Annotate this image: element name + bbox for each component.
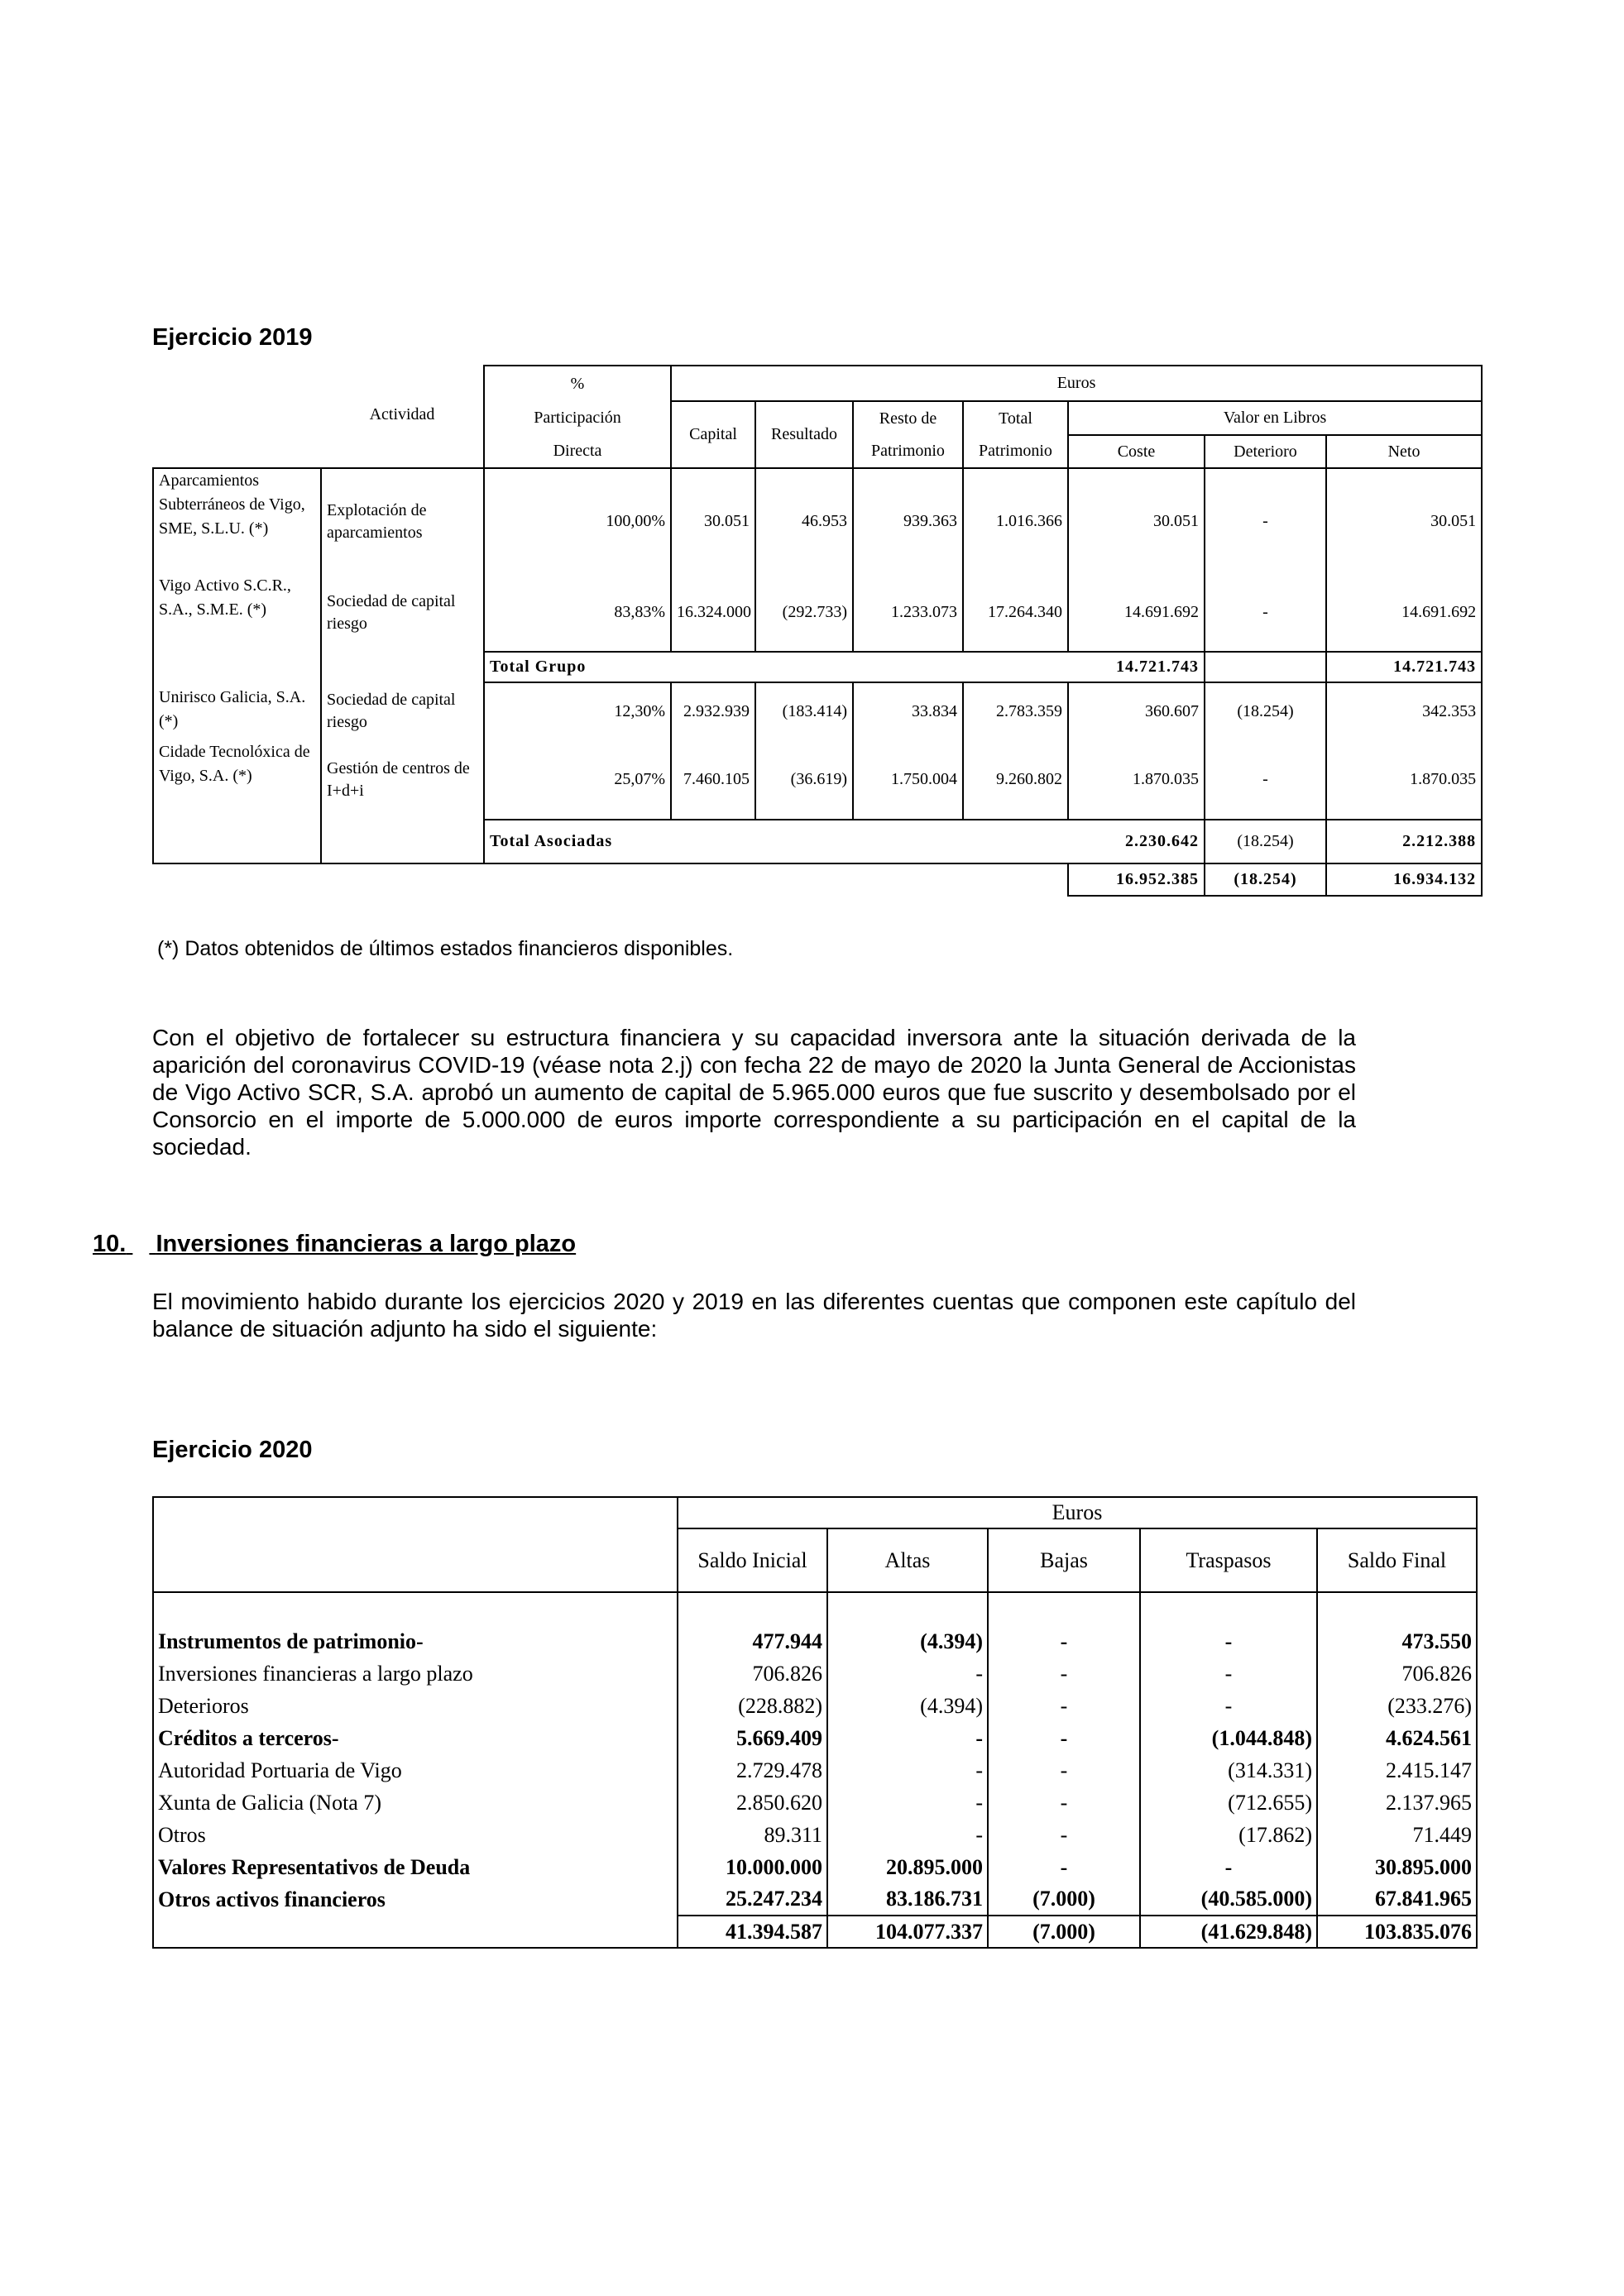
total-value: 104.077.337 xyxy=(827,1916,988,1948)
euros-header: Euros xyxy=(678,1497,1477,1528)
cell-value: - xyxy=(988,1690,1140,1722)
participations-table-2019 xyxy=(152,365,1483,897)
cell-value: 67.841.965 xyxy=(1317,1883,1477,1916)
cell-value: 4.624.561 xyxy=(1317,1722,1477,1754)
cell-value: - xyxy=(988,1851,1140,1883)
cell-value: - xyxy=(827,1754,988,1787)
row-label: Instrumentos de patrimonio- xyxy=(153,1625,678,1657)
cell-value: 20.895.000 xyxy=(827,1851,988,1883)
total-value: 9.260.802 xyxy=(963,740,1068,820)
total-grupo-coste: 14.721.743 xyxy=(1068,652,1205,682)
valor-libros-header: Valor en Libros xyxy=(1068,401,1482,435)
pct-header: % xyxy=(484,366,671,401)
cell-value: - xyxy=(988,1657,1140,1690)
row-label: Otros xyxy=(153,1819,678,1851)
section-10-heading xyxy=(93,1231,576,1258)
total-grupo-label: Total Grupo xyxy=(484,652,1068,682)
table-row xyxy=(153,1754,1477,1787)
table-row xyxy=(153,1625,1477,1657)
row-label: Deterioros xyxy=(153,1690,678,1722)
resultado-value: (183.414) xyxy=(755,682,853,740)
table-row xyxy=(153,1722,1477,1754)
cell-value: (712.655) xyxy=(1140,1787,1317,1819)
cell-value: (4.394) xyxy=(827,1690,988,1722)
column-header: Traspasos xyxy=(1140,1528,1317,1592)
paragraph-movement-intro: El movimiento habido durante los ejercicios 2020 y 2019 en las diferentes cuentas que componen este capítulo del balance de situación adjunto ha sido el siguiente: xyxy=(152,1289,1356,1342)
column-header: Saldo Inicial xyxy=(678,1528,827,1592)
column-header: Bajas xyxy=(988,1528,1140,1592)
total-value: 41.394.587 xyxy=(678,1916,827,1948)
total-value: (7.000) xyxy=(988,1916,1140,1948)
cell-value: (4.394) xyxy=(827,1625,988,1657)
total-value: (41.629.848) xyxy=(1140,1916,1317,1948)
resultado-value: 46.953 xyxy=(755,468,853,574)
activity-name: Explotación de aparcamientos xyxy=(321,468,484,574)
resto-value: 1.233.073 xyxy=(853,574,963,652)
neto-header: Neto xyxy=(1326,435,1482,468)
cell-value: 473.550 xyxy=(1317,1625,1477,1657)
neto-value: 30.051 xyxy=(1326,468,1482,574)
resultado-header: Resultado xyxy=(755,401,853,468)
company-name: Unirisco Galicia, S.A.(*) xyxy=(153,682,321,740)
row-label: Créditos a terceros- xyxy=(153,1722,678,1754)
total-grupo-neto: 14.721.743 xyxy=(1326,652,1482,682)
row-label: Xunta de Galicia (Nota 7) xyxy=(153,1787,678,1819)
deterioro-value: (18.254) xyxy=(1205,682,1326,740)
grand-total-deterioro: (18.254) xyxy=(1205,863,1326,896)
activity-name: Gestión de centros de I+d+i xyxy=(321,740,484,820)
coste-value: 1.870.035 xyxy=(1068,740,1205,820)
cell-value: - xyxy=(988,1722,1140,1754)
cell-value: 2.850.620 xyxy=(678,1787,827,1819)
participacion-header: Participación xyxy=(484,401,671,435)
cell-value: 706.826 xyxy=(1317,1657,1477,1690)
total-row xyxy=(153,1916,1477,1948)
cell-value: - xyxy=(1140,1851,1317,1883)
cell-value: 83.186.731 xyxy=(827,1883,988,1916)
resto-value: 1.750.004 xyxy=(853,740,963,820)
resultado-value: (292.733) xyxy=(755,574,853,652)
total-asociadas-deterioro: (18.254) xyxy=(1205,820,1326,863)
activity-name: Sociedad de capital riesgo xyxy=(321,574,484,652)
resultado-value: (36.619) xyxy=(755,740,853,820)
cell-value: 10.000.000 xyxy=(678,1851,827,1883)
section-number: 10. xyxy=(93,1231,127,1257)
cell-value: - xyxy=(988,1819,1140,1851)
deterioro-value: - xyxy=(1205,740,1326,820)
deterioro-header: Deterioro xyxy=(1205,435,1326,468)
capital-value: 7.460.105 xyxy=(671,740,755,820)
total-value: 1.016.366 xyxy=(963,468,1068,574)
cell-value: - xyxy=(1140,1625,1317,1657)
footnote: (*) Datos obtenidos de últimos estados financieros disponibles. xyxy=(157,937,734,960)
table-row xyxy=(153,1657,1477,1690)
section-2019-title: Ejercicio 2019 xyxy=(152,324,313,351)
row-label: Autoridad Portuaria de Vigo xyxy=(153,1754,678,1787)
table-row xyxy=(153,1787,1477,1819)
cell-value: 2.415.147 xyxy=(1317,1754,1477,1787)
capital-value: 2.932.939 xyxy=(671,682,755,740)
total-asociadas-label: Total Asociadas xyxy=(484,820,1068,863)
pct-value: 12,30% xyxy=(484,682,671,740)
neto-value: 342.353 xyxy=(1326,682,1482,740)
grand-total-coste: 16.952.385 xyxy=(1068,863,1205,896)
total-value: 17.264.340 xyxy=(963,574,1068,652)
grand-total-neto: 16.934.132 xyxy=(1326,863,1482,896)
total-asociadas-coste: 2.230.642 xyxy=(1068,820,1205,863)
neto-value: 1.870.035 xyxy=(1326,740,1482,820)
cell-value: - xyxy=(827,1657,988,1690)
cell-value: 71.449 xyxy=(1317,1819,1477,1851)
cell-value: 477.944 xyxy=(678,1625,827,1657)
capital-value: 30.051 xyxy=(671,468,755,574)
column-header: Saldo Final xyxy=(1317,1528,1477,1592)
section-title: Inversiones financieras a largo plazo xyxy=(156,1231,577,1257)
cell-value: (40.585.000) xyxy=(1140,1883,1317,1916)
cell-value: - xyxy=(827,1722,988,1754)
pct-value: 100,00% xyxy=(484,468,671,574)
actividad-header: Actividad xyxy=(369,405,435,423)
cell-value: (314.331) xyxy=(1140,1754,1317,1787)
deterioro-value: - xyxy=(1205,468,1326,574)
company-name: Cidade Tecnolóxica de Vigo, S.A. (*) xyxy=(153,740,321,820)
company-name: Vigo Activo S.C.R., S.A., S.M.E. (*) xyxy=(153,574,321,652)
cell-value: 706.826 xyxy=(678,1657,827,1690)
coste-value: 30.051 xyxy=(1068,468,1205,574)
table-row xyxy=(153,1883,1477,1916)
cell-value: 89.311 xyxy=(678,1819,827,1851)
paragraph-capital-increase: Con el objetivo de fortalecer su estructura financiera y su capacidad inversora ante la situación derivada de la aparición del coronavirus COVID-19 (véase nota 2.j) con fecha 22 de mayo de 2020 la Junta General de Accionistas de Vigo Activo SCR, S.A. aprobó un aumento de capital de 5.965.000 euros que fue suscrito y desembolsado por el Consorcio en el importe de 5.000.000 de euros importe correspondiente a su participación en el capital de la sociedad. xyxy=(152,1025,1356,1160)
cell-value: - xyxy=(988,1625,1140,1657)
patrimonio-header: Patrimonio xyxy=(963,435,1068,468)
pct-value: 83,83% xyxy=(484,574,671,652)
resto-value: 939.363 xyxy=(853,468,963,574)
row-label: Valores Representativos de Deuda xyxy=(153,1851,678,1883)
cell-value: 2.137.965 xyxy=(1317,1787,1477,1819)
company-name: Aparcamientos Subterráneos de Vigo, SME, S.L.U. (*) xyxy=(153,468,321,574)
cell-value: - xyxy=(827,1787,988,1819)
total-value: 2.783.359 xyxy=(963,682,1068,740)
coste-header: Coste xyxy=(1068,435,1205,468)
neto-value: 14.691.692 xyxy=(1326,574,1482,652)
cell-value: (228.882) xyxy=(678,1690,827,1722)
section-2020-title: Ejercicio 2020 xyxy=(152,1437,313,1463)
column-header: Altas xyxy=(827,1528,988,1592)
total-header: Total xyxy=(963,401,1068,435)
table-row xyxy=(153,1851,1477,1883)
row-label: Inversiones financieras a largo plazo xyxy=(153,1657,678,1690)
activity-name: Sociedad de capital riesgo xyxy=(321,682,484,740)
table-row xyxy=(153,1690,1477,1722)
resto-value: 33.834 xyxy=(853,682,963,740)
cell-value: - xyxy=(1140,1657,1317,1690)
cell-value: 30.895.000 xyxy=(1317,1851,1477,1883)
cell-value: - xyxy=(1140,1690,1317,1722)
capital-value: 16.324.000 xyxy=(671,574,755,652)
coste-value: 360.607 xyxy=(1068,682,1205,740)
resto-de-header: Resto de xyxy=(853,401,963,435)
cell-value: (7.000) xyxy=(988,1883,1140,1916)
capital-header: Capital xyxy=(671,401,755,468)
euros-header: Euros xyxy=(671,366,1482,401)
total-asociadas-neto: 2.212.388 xyxy=(1326,820,1482,863)
patrimonio-header: Patrimonio xyxy=(853,435,963,468)
cell-value: 2.729.478 xyxy=(678,1754,827,1787)
cell-value: 25.247.234 xyxy=(678,1883,827,1916)
investments-table-2020 xyxy=(152,1496,1478,1949)
coste-value: 14.691.692 xyxy=(1068,574,1205,652)
total-value: 103.835.076 xyxy=(1317,1916,1477,1948)
row-label: Otros activos financieros xyxy=(153,1883,678,1916)
directa-header: Directa xyxy=(484,435,671,468)
pct-value: 25,07% xyxy=(484,740,671,820)
cell-value: (1.044.848) xyxy=(1140,1722,1317,1754)
cell-value: - xyxy=(827,1819,988,1851)
cell-value: - xyxy=(988,1787,1140,1819)
cell-value: (17.862) xyxy=(1140,1819,1317,1851)
cell-value: 5.669.409 xyxy=(678,1722,827,1754)
deterioro-value: - xyxy=(1205,574,1326,652)
cell-value: (233.276) xyxy=(1317,1690,1477,1722)
table-row xyxy=(153,1819,1477,1851)
cell-value: - xyxy=(988,1754,1140,1787)
